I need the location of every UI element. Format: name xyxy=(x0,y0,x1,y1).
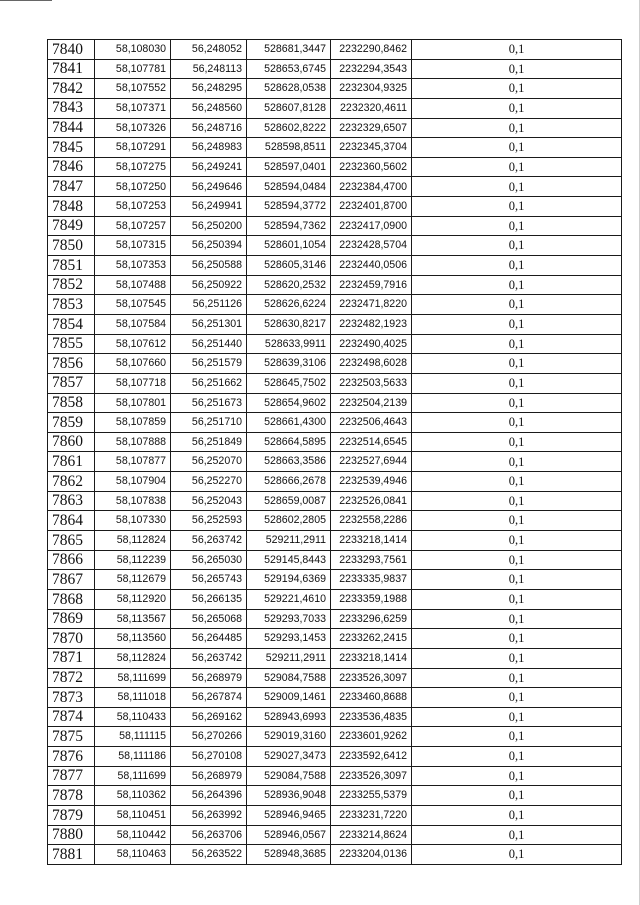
latitude-cell: 58,111186 xyxy=(95,747,171,767)
point-number-cell: 7857 xyxy=(48,373,95,393)
y-coordinate-cell: 2233204,0136 xyxy=(331,845,412,865)
table-row xyxy=(48,668,622,688)
longitude-cell: 56,267874 xyxy=(171,688,247,708)
y-coordinate-cell: 2232527,6944 xyxy=(331,452,412,472)
y-coordinate-cell: 2233293,7561 xyxy=(331,550,412,570)
point-number-cell: 7862 xyxy=(48,472,95,492)
point-number-cell: 7850 xyxy=(48,236,95,256)
y-coordinate-cell: 2233526,3097 xyxy=(331,766,412,786)
longitude-cell: 56,252070 xyxy=(171,452,247,472)
longitude-cell: 56,264396 xyxy=(171,786,247,806)
longitude-cell: 56,251579 xyxy=(171,354,247,374)
y-coordinate-cell: 2232539,4946 xyxy=(331,472,412,492)
accuracy-cell: 0,1 xyxy=(412,805,622,825)
point-number-cell: 7871 xyxy=(48,648,95,668)
point-number-cell: 7846 xyxy=(48,157,95,177)
point-number-cell: 7863 xyxy=(48,491,95,511)
y-coordinate-cell: 2232290,8462 xyxy=(331,40,412,60)
accuracy-cell: 0,1 xyxy=(412,511,622,531)
longitude-cell: 56,251301 xyxy=(171,314,247,334)
longitude-cell: 56,265743 xyxy=(171,570,247,590)
latitude-cell: 58,107315 xyxy=(95,236,171,256)
longitude-cell: 56,251710 xyxy=(171,413,247,433)
latitude-cell: 58,110451 xyxy=(95,805,171,825)
y-coordinate-cell: 2232504,2139 xyxy=(331,393,412,413)
accuracy-cell: 0,1 xyxy=(412,354,622,374)
latitude-cell: 58,107718 xyxy=(95,373,171,393)
accuracy-cell: 0,1 xyxy=(412,216,622,236)
x-coordinate-cell: 529084,7588 xyxy=(247,766,331,786)
accuracy-cell: 0,1 xyxy=(412,531,622,551)
longitude-cell: 56,248716 xyxy=(171,118,247,138)
table-row xyxy=(48,98,622,118)
y-coordinate-cell: 2233218,1414 xyxy=(331,648,412,668)
accuracy-cell: 0,1 xyxy=(412,747,622,767)
point-number-cell: 7853 xyxy=(48,295,95,315)
longitude-cell: 56,266135 xyxy=(171,589,247,609)
longitude-cell: 56,263522 xyxy=(171,845,247,865)
longitude-cell: 56,252593 xyxy=(171,511,247,531)
longitude-cell: 56,251673 xyxy=(171,393,247,413)
table-row xyxy=(48,118,622,138)
y-coordinate-cell: 2232498,6028 xyxy=(331,354,412,374)
table-row xyxy=(48,707,622,727)
table-row xyxy=(48,59,622,79)
point-number-cell: 7877 xyxy=(48,766,95,786)
longitude-cell: 56,265030 xyxy=(171,550,247,570)
table-row xyxy=(48,747,622,767)
latitude-cell: 58,107330 xyxy=(95,511,171,531)
y-coordinate-cell: 2232329,6507 xyxy=(331,118,412,138)
latitude-cell: 58,112679 xyxy=(95,570,171,590)
y-coordinate-cell: 2233296,6259 xyxy=(331,609,412,629)
latitude-cell: 58,107584 xyxy=(95,314,171,334)
x-coordinate-cell: 529194,6369 xyxy=(247,570,331,590)
accuracy-cell: 0,1 xyxy=(412,472,622,492)
accuracy-cell: 0,1 xyxy=(412,727,622,747)
x-coordinate-cell: 529221,4610 xyxy=(247,589,331,609)
x-coordinate-cell: 528607,8128 xyxy=(247,98,331,118)
table-row xyxy=(48,727,622,747)
latitude-cell: 58,107877 xyxy=(95,452,171,472)
longitude-cell: 56,250200 xyxy=(171,216,247,236)
longitude-cell: 56,268979 xyxy=(171,766,247,786)
point-number-cell: 7869 xyxy=(48,609,95,629)
table-row xyxy=(48,334,622,354)
table-row xyxy=(48,275,622,295)
point-number-cell: 7876 xyxy=(48,747,95,767)
table-row xyxy=(48,138,622,158)
accuracy-cell: 0,1 xyxy=(412,570,622,590)
accuracy-cell: 0,1 xyxy=(412,314,622,334)
coordinates-table xyxy=(47,39,622,865)
longitude-cell: 56,249241 xyxy=(171,157,247,177)
accuracy-cell: 0,1 xyxy=(412,668,622,688)
table-row xyxy=(48,786,622,806)
point-number-cell: 7861 xyxy=(48,452,95,472)
x-coordinate-cell: 528630,8217 xyxy=(247,314,331,334)
table-row xyxy=(48,609,622,629)
accuracy-cell: 0,1 xyxy=(412,550,622,570)
accuracy-cell: 0,1 xyxy=(412,589,622,609)
table-row xyxy=(48,825,622,845)
table-row xyxy=(48,295,622,315)
x-coordinate-cell: 529084,7588 xyxy=(247,668,331,688)
accuracy-cell: 0,1 xyxy=(412,648,622,668)
y-coordinate-cell: 2233262,2415 xyxy=(331,629,412,649)
point-number-cell: 7856 xyxy=(48,354,95,374)
longitude-cell: 56,263742 xyxy=(171,648,247,668)
point-number-cell: 7874 xyxy=(48,707,95,727)
y-coordinate-cell: 2233526,3097 xyxy=(331,668,412,688)
latitude-cell: 58,107250 xyxy=(95,177,171,197)
accuracy-cell: 0,1 xyxy=(412,334,622,354)
longitude-cell: 56,250922 xyxy=(171,275,247,295)
latitude-cell: 58,110433 xyxy=(95,707,171,727)
x-coordinate-cell: 528946,0567 xyxy=(247,825,331,845)
point-number-cell: 7842 xyxy=(48,79,95,99)
point-number-cell: 7848 xyxy=(48,197,95,217)
point-number-cell: 7860 xyxy=(48,432,95,452)
point-number-cell: 7870 xyxy=(48,629,95,649)
x-coordinate-cell: 528664,5895 xyxy=(247,432,331,452)
latitude-cell: 58,108030 xyxy=(95,40,171,60)
y-coordinate-cell: 2232384,4700 xyxy=(331,177,412,197)
table-row xyxy=(48,393,622,413)
y-coordinate-cell: 2232506,4643 xyxy=(331,413,412,433)
y-coordinate-cell: 2232503,5633 xyxy=(331,373,412,393)
x-coordinate-cell: 528936,9048 xyxy=(247,786,331,806)
latitude-cell: 58,107257 xyxy=(95,216,171,236)
longitude-cell: 56,248052 xyxy=(171,40,247,60)
y-coordinate-cell: 2233359,1988 xyxy=(331,589,412,609)
longitude-cell: 56,263742 xyxy=(171,531,247,551)
latitude-cell: 58,113560 xyxy=(95,629,171,649)
x-coordinate-cell: 528946,9465 xyxy=(247,805,331,825)
x-coordinate-cell: 528594,3772 xyxy=(247,197,331,217)
accuracy-cell: 0,1 xyxy=(412,766,622,786)
x-coordinate-cell: 528620,2532 xyxy=(247,275,331,295)
x-coordinate-cell: 528594,7362 xyxy=(247,216,331,236)
latitude-cell: 58,110362 xyxy=(95,786,171,806)
y-coordinate-cell: 2232440,0506 xyxy=(331,256,412,276)
longitude-cell: 56,249941 xyxy=(171,197,247,217)
table-row xyxy=(48,256,622,276)
latitude-cell: 58,111699 xyxy=(95,766,171,786)
longitude-cell: 56,248113 xyxy=(171,59,247,79)
latitude-cell: 58,111018 xyxy=(95,688,171,708)
longitude-cell: 56,265068 xyxy=(171,609,247,629)
latitude-cell: 58,107904 xyxy=(95,472,171,492)
y-coordinate-cell: 2232360,5602 xyxy=(331,157,412,177)
latitude-cell: 58,107552 xyxy=(95,79,171,99)
y-coordinate-cell: 2232514,6545 xyxy=(331,432,412,452)
point-number-cell: 7868 xyxy=(48,589,95,609)
point-number-cell: 7867 xyxy=(48,570,95,590)
longitude-cell: 56,250394 xyxy=(171,236,247,256)
point-number-cell: 7847 xyxy=(48,177,95,197)
y-coordinate-cell: 2233592,6412 xyxy=(331,747,412,767)
accuracy-cell: 0,1 xyxy=(412,98,622,118)
accuracy-cell: 0,1 xyxy=(412,688,622,708)
longitude-cell: 56,248295 xyxy=(171,79,247,99)
x-coordinate-cell: 528605,3146 xyxy=(247,256,331,276)
point-number-cell: 7851 xyxy=(48,256,95,276)
point-number-cell: 7864 xyxy=(48,511,95,531)
y-coordinate-cell: 2232558,2286 xyxy=(331,511,412,531)
table-row xyxy=(48,805,622,825)
latitude-cell: 58,107612 xyxy=(95,334,171,354)
accuracy-cell: 0,1 xyxy=(412,491,622,511)
longitude-cell: 56,270266 xyxy=(171,727,247,747)
x-coordinate-cell: 528666,2678 xyxy=(247,472,331,492)
x-coordinate-cell: 528948,3685 xyxy=(247,845,331,865)
accuracy-cell: 0,1 xyxy=(412,629,622,649)
latitude-cell: 58,107371 xyxy=(95,98,171,118)
y-coordinate-cell: 2233214,8624 xyxy=(331,825,412,845)
point-number-cell: 7843 xyxy=(48,98,95,118)
longitude-cell: 56,251440 xyxy=(171,334,247,354)
point-number-cell: 7840 xyxy=(48,40,95,60)
accuracy-cell: 0,1 xyxy=(412,707,622,727)
table-row xyxy=(48,845,622,865)
y-coordinate-cell: 2232320,4611 xyxy=(331,98,412,118)
x-coordinate-cell: 528659,0087 xyxy=(247,491,331,511)
x-coordinate-cell: 528681,3447 xyxy=(247,40,331,60)
longitude-cell: 56,264485 xyxy=(171,629,247,649)
point-number-cell: 7854 xyxy=(48,314,95,334)
latitude-cell: 58,112824 xyxy=(95,531,171,551)
table-row xyxy=(48,157,622,177)
table-row xyxy=(48,452,622,472)
point-number-cell: 7873 xyxy=(48,688,95,708)
latitude-cell: 58,107488 xyxy=(95,275,171,295)
latitude-cell: 58,107781 xyxy=(95,59,171,79)
latitude-cell: 58,112920 xyxy=(95,589,171,609)
latitude-cell: 58,110463 xyxy=(95,845,171,865)
latitude-cell: 58,107660 xyxy=(95,354,171,374)
y-coordinate-cell: 2232401,8700 xyxy=(331,197,412,217)
accuracy-cell: 0,1 xyxy=(412,79,622,99)
point-number-cell: 7878 xyxy=(48,786,95,806)
latitude-cell: 58,107838 xyxy=(95,491,171,511)
x-coordinate-cell: 529211,2911 xyxy=(247,531,331,551)
accuracy-cell: 0,1 xyxy=(412,256,622,276)
top-left-rule xyxy=(0,0,52,1)
x-coordinate-cell: 529019,3160 xyxy=(247,727,331,747)
longitude-cell: 56,251849 xyxy=(171,432,247,452)
table-row xyxy=(48,491,622,511)
accuracy-cell: 0,1 xyxy=(412,177,622,197)
accuracy-cell: 0,1 xyxy=(412,138,622,158)
accuracy-cell: 0,1 xyxy=(412,452,622,472)
table-row xyxy=(48,629,622,649)
y-coordinate-cell: 2232417,0900 xyxy=(331,216,412,236)
y-coordinate-cell: 2232294,3543 xyxy=(331,59,412,79)
latitude-cell: 58,113567 xyxy=(95,609,171,629)
table-row xyxy=(48,550,622,570)
table-row xyxy=(48,570,622,590)
longitude-cell: 56,252270 xyxy=(171,472,247,492)
y-coordinate-cell: 2232490,4025 xyxy=(331,334,412,354)
x-coordinate-cell: 529211,2911 xyxy=(247,648,331,668)
coordinates-table-body xyxy=(48,40,622,865)
point-number-cell: 7872 xyxy=(48,668,95,688)
latitude-cell: 58,107291 xyxy=(95,138,171,158)
table-row xyxy=(48,688,622,708)
point-number-cell: 7881 xyxy=(48,845,95,865)
y-coordinate-cell: 2232428,5704 xyxy=(331,236,412,256)
x-coordinate-cell: 528598,8511 xyxy=(247,138,331,158)
table-row xyxy=(48,354,622,374)
point-number-cell: 7865 xyxy=(48,531,95,551)
x-coordinate-cell: 528628,0538 xyxy=(247,79,331,99)
x-coordinate-cell: 528654,9602 xyxy=(247,393,331,413)
y-coordinate-cell: 2233536,4835 xyxy=(331,707,412,727)
x-coordinate-cell: 528601,1054 xyxy=(247,236,331,256)
y-coordinate-cell: 2233218,1414 xyxy=(331,531,412,551)
y-coordinate-cell: 2232526,0841 xyxy=(331,491,412,511)
longitude-cell: 56,248983 xyxy=(171,138,247,158)
table-row xyxy=(48,236,622,256)
latitude-cell: 58,107326 xyxy=(95,118,171,138)
latitude-cell: 58,107859 xyxy=(95,413,171,433)
x-coordinate-cell: 528633,9911 xyxy=(247,334,331,354)
longitude-cell: 56,269162 xyxy=(171,707,247,727)
x-coordinate-cell: 529145,8443 xyxy=(247,550,331,570)
table-row xyxy=(48,177,622,197)
longitude-cell: 56,249646 xyxy=(171,177,247,197)
longitude-cell: 56,248560 xyxy=(171,98,247,118)
y-coordinate-cell: 2232304,9325 xyxy=(331,79,412,99)
latitude-cell: 58,107545 xyxy=(95,295,171,315)
table-row xyxy=(48,79,622,99)
table-row xyxy=(48,531,622,551)
accuracy-cell: 0,1 xyxy=(412,845,622,865)
accuracy-cell: 0,1 xyxy=(412,373,622,393)
x-coordinate-cell: 529293,7033 xyxy=(247,609,331,629)
table-row xyxy=(48,40,622,60)
y-coordinate-cell: 2232471,8220 xyxy=(331,295,412,315)
longitude-cell: 56,263992 xyxy=(171,805,247,825)
accuracy-cell: 0,1 xyxy=(412,413,622,433)
point-number-cell: 7852 xyxy=(48,275,95,295)
table-row xyxy=(48,216,622,236)
accuracy-cell: 0,1 xyxy=(412,59,622,79)
latitude-cell: 58,110442 xyxy=(95,825,171,845)
table-row xyxy=(48,766,622,786)
table-row xyxy=(48,472,622,492)
y-coordinate-cell: 2232459,7916 xyxy=(331,275,412,295)
table-row xyxy=(48,373,622,393)
y-coordinate-cell: 2232482,1923 xyxy=(331,314,412,334)
table-row xyxy=(48,589,622,609)
y-coordinate-cell: 2233231,7220 xyxy=(331,805,412,825)
point-number-cell: 7875 xyxy=(48,727,95,747)
accuracy-cell: 0,1 xyxy=(412,295,622,315)
longitude-cell: 56,270108 xyxy=(171,747,247,767)
table-row xyxy=(48,314,622,334)
y-coordinate-cell: 2233601,9262 xyxy=(331,727,412,747)
y-coordinate-cell: 2233255,5379 xyxy=(331,786,412,806)
table-row xyxy=(48,197,622,217)
point-number-cell: 7866 xyxy=(48,550,95,570)
accuracy-cell: 0,1 xyxy=(412,157,622,177)
x-coordinate-cell: 529027,3473 xyxy=(247,747,331,767)
latitude-cell: 58,107253 xyxy=(95,197,171,217)
x-coordinate-cell: 528943,6993 xyxy=(247,707,331,727)
point-number-cell: 7845 xyxy=(48,138,95,158)
point-number-cell: 7879 xyxy=(48,805,95,825)
x-coordinate-cell: 528602,2805 xyxy=(247,511,331,531)
table-row xyxy=(48,648,622,668)
accuracy-cell: 0,1 xyxy=(412,825,622,845)
x-coordinate-cell: 528653,6745 xyxy=(247,59,331,79)
accuracy-cell: 0,1 xyxy=(412,40,622,60)
x-coordinate-cell: 528663,3586 xyxy=(247,452,331,472)
latitude-cell: 58,107275 xyxy=(95,157,171,177)
point-number-cell: 7849 xyxy=(48,216,95,236)
y-coordinate-cell: 2232345,3704 xyxy=(331,138,412,158)
x-coordinate-cell: 528602,8222 xyxy=(247,118,331,138)
x-coordinate-cell: 528594,0484 xyxy=(247,177,331,197)
x-coordinate-cell: 528626,6224 xyxy=(247,295,331,315)
point-number-cell: 7844 xyxy=(48,118,95,138)
x-coordinate-cell: 529009,1461 xyxy=(247,688,331,708)
y-coordinate-cell: 2233460,8688 xyxy=(331,688,412,708)
x-coordinate-cell: 528661,4300 xyxy=(247,413,331,433)
accuracy-cell: 0,1 xyxy=(412,786,622,806)
table-row xyxy=(48,432,622,452)
latitude-cell: 58,111699 xyxy=(95,668,171,688)
point-number-cell: 7858 xyxy=(48,393,95,413)
x-coordinate-cell: 529293,1453 xyxy=(247,629,331,649)
longitude-cell: 56,252043 xyxy=(171,491,247,511)
latitude-cell: 58,111115 xyxy=(95,727,171,747)
accuracy-cell: 0,1 xyxy=(412,609,622,629)
point-number-cell: 7841 xyxy=(48,59,95,79)
x-coordinate-cell: 528597,0401 xyxy=(247,157,331,177)
point-number-cell: 7859 xyxy=(48,413,95,433)
y-coordinate-cell: 2233335,9837 xyxy=(331,570,412,590)
x-coordinate-cell: 528645,7502 xyxy=(247,373,331,393)
longitude-cell: 56,250588 xyxy=(171,256,247,276)
accuracy-cell: 0,1 xyxy=(412,118,622,138)
x-coordinate-cell: 528639,3106 xyxy=(247,354,331,374)
table-row xyxy=(48,511,622,531)
longitude-cell: 56,263706 xyxy=(171,825,247,845)
accuracy-cell: 0,1 xyxy=(412,393,622,413)
latitude-cell: 58,107888 xyxy=(95,432,171,452)
accuracy-cell: 0,1 xyxy=(412,275,622,295)
accuracy-cell: 0,1 xyxy=(412,432,622,452)
table-row xyxy=(48,413,622,433)
latitude-cell: 58,112824 xyxy=(95,648,171,668)
latitude-cell: 58,112239 xyxy=(95,550,171,570)
accuracy-cell: 0,1 xyxy=(412,197,622,217)
latitude-cell: 58,107353 xyxy=(95,256,171,276)
accuracy-cell: 0,1 xyxy=(412,236,622,256)
latitude-cell: 58,107801 xyxy=(95,393,171,413)
point-number-cell: 7855 xyxy=(48,334,95,354)
longitude-cell: 56,268979 xyxy=(171,668,247,688)
longitude-cell: 56,251126 xyxy=(171,295,247,315)
point-number-cell: 7880 xyxy=(48,825,95,845)
longitude-cell: 56,251662 xyxy=(171,373,247,393)
